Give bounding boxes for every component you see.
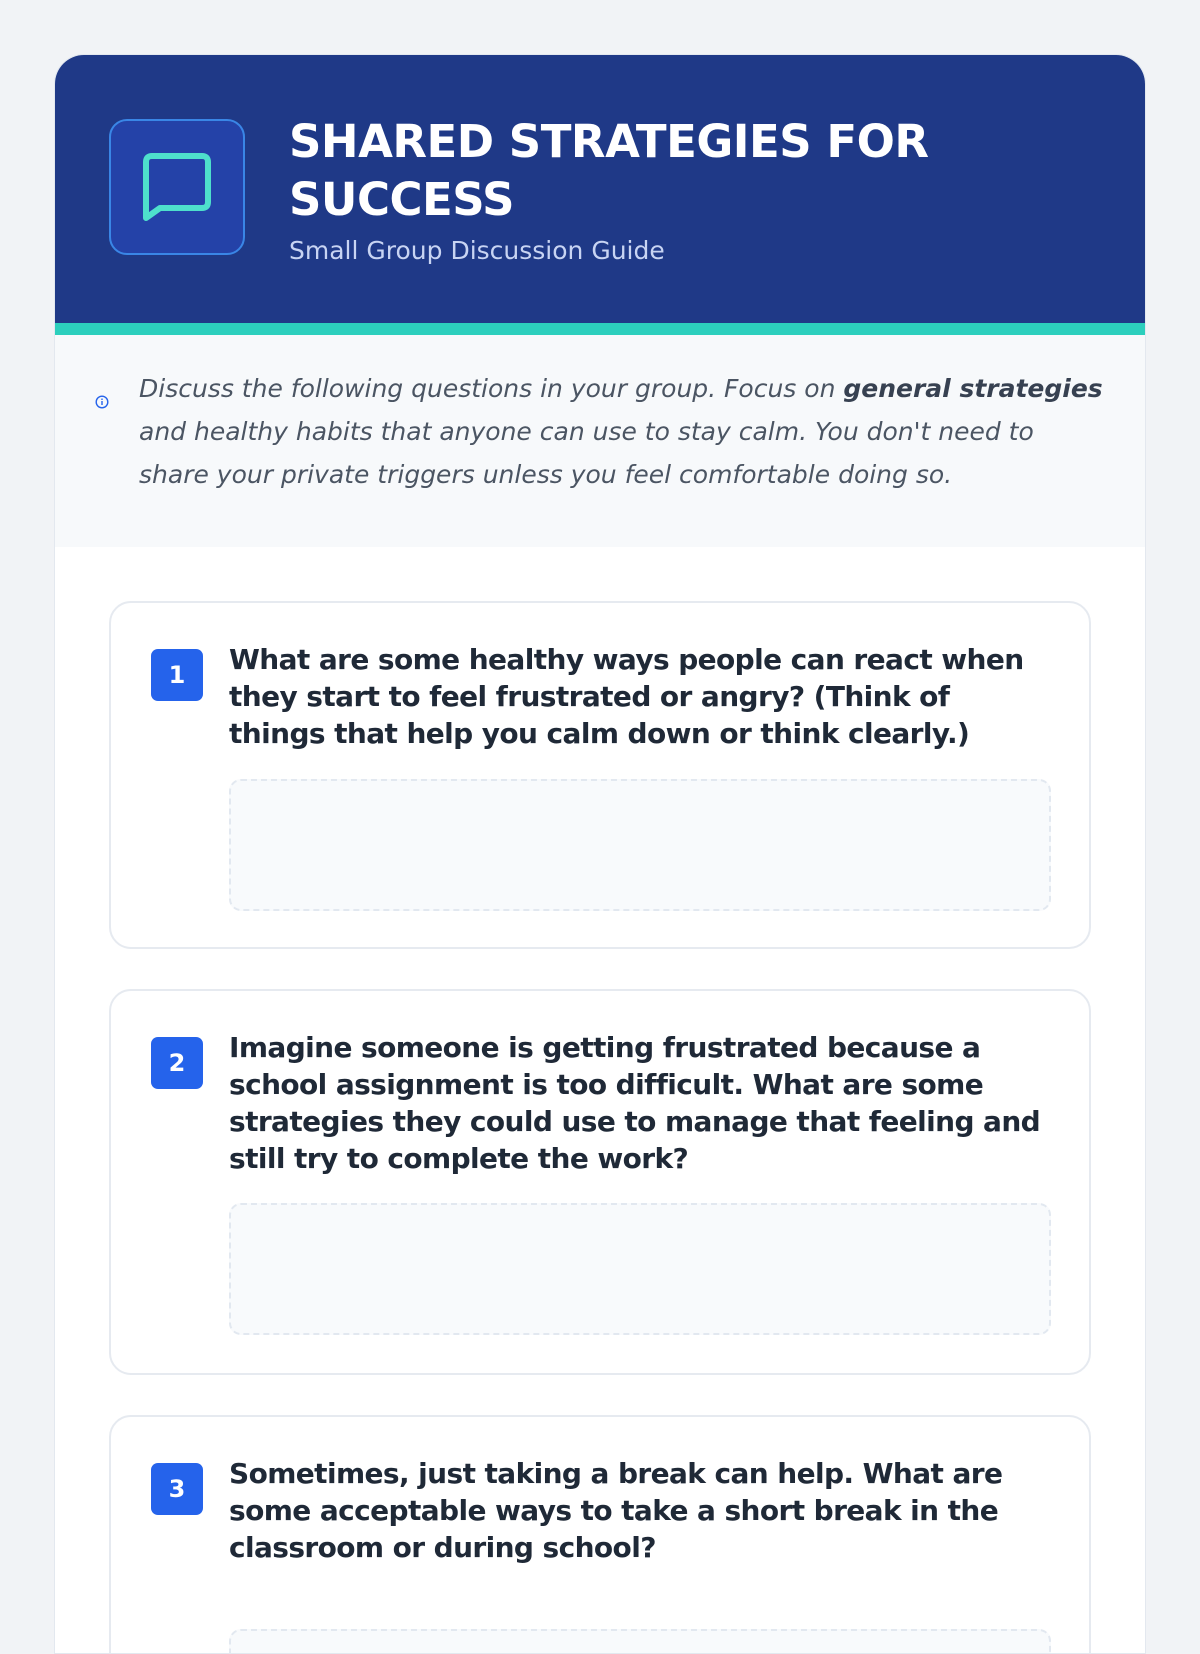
answer-box-1[interactable] [229,779,1051,911]
question-text: Sometimes, just taking a break can help. What are some acceptable ways to take a short break in the classroom or during school? [229,1457,1003,1564]
info-icon [95,395,109,414]
intro-text-end: and healthy habits that anyone can use to stay calm. You don't need to share your private triggers unless you feel comfortable doing so. [139,417,1034,489]
answer-box-3[interactable] [229,1629,1051,1654]
page-title: SHARED STRATEGIES FOR SUCCESS [289,115,929,226]
answer-box-2[interactable] [229,1203,1051,1335]
header [55,55,1145,335]
intro-emphasis: general strategies [843,374,1103,403]
page-subtitle: Small Group Discussion Guide [289,236,665,265]
question-number-badge: 2 [151,1037,203,1089]
intro-text-start: Discuss the following questions in your group. Focus on [139,374,844,403]
speech-bubble-icon [109,119,245,255]
question-card-2 [109,989,1091,1375]
question-number-badge: 3 [151,1463,203,1515]
question-number-badge: 1 [151,649,203,701]
question-text: What are some healthy ways people can react when they start to feel frustrated or angry? (Think of things that help you calm down or think clearly.) [229,643,1024,750]
intro-text [139,367,1109,496]
intro-panel [55,335,1145,547]
question-text: Imagine someone is getting frustrated because a school assignment is too difficult. What are some strategies they could use to manage that feeling and still try to complete the work? [229,1031,1041,1175]
discussion-guide-card [54,54,1146,1654]
question-card-1 [109,601,1091,949]
question-card-3 [109,1415,1091,1654]
